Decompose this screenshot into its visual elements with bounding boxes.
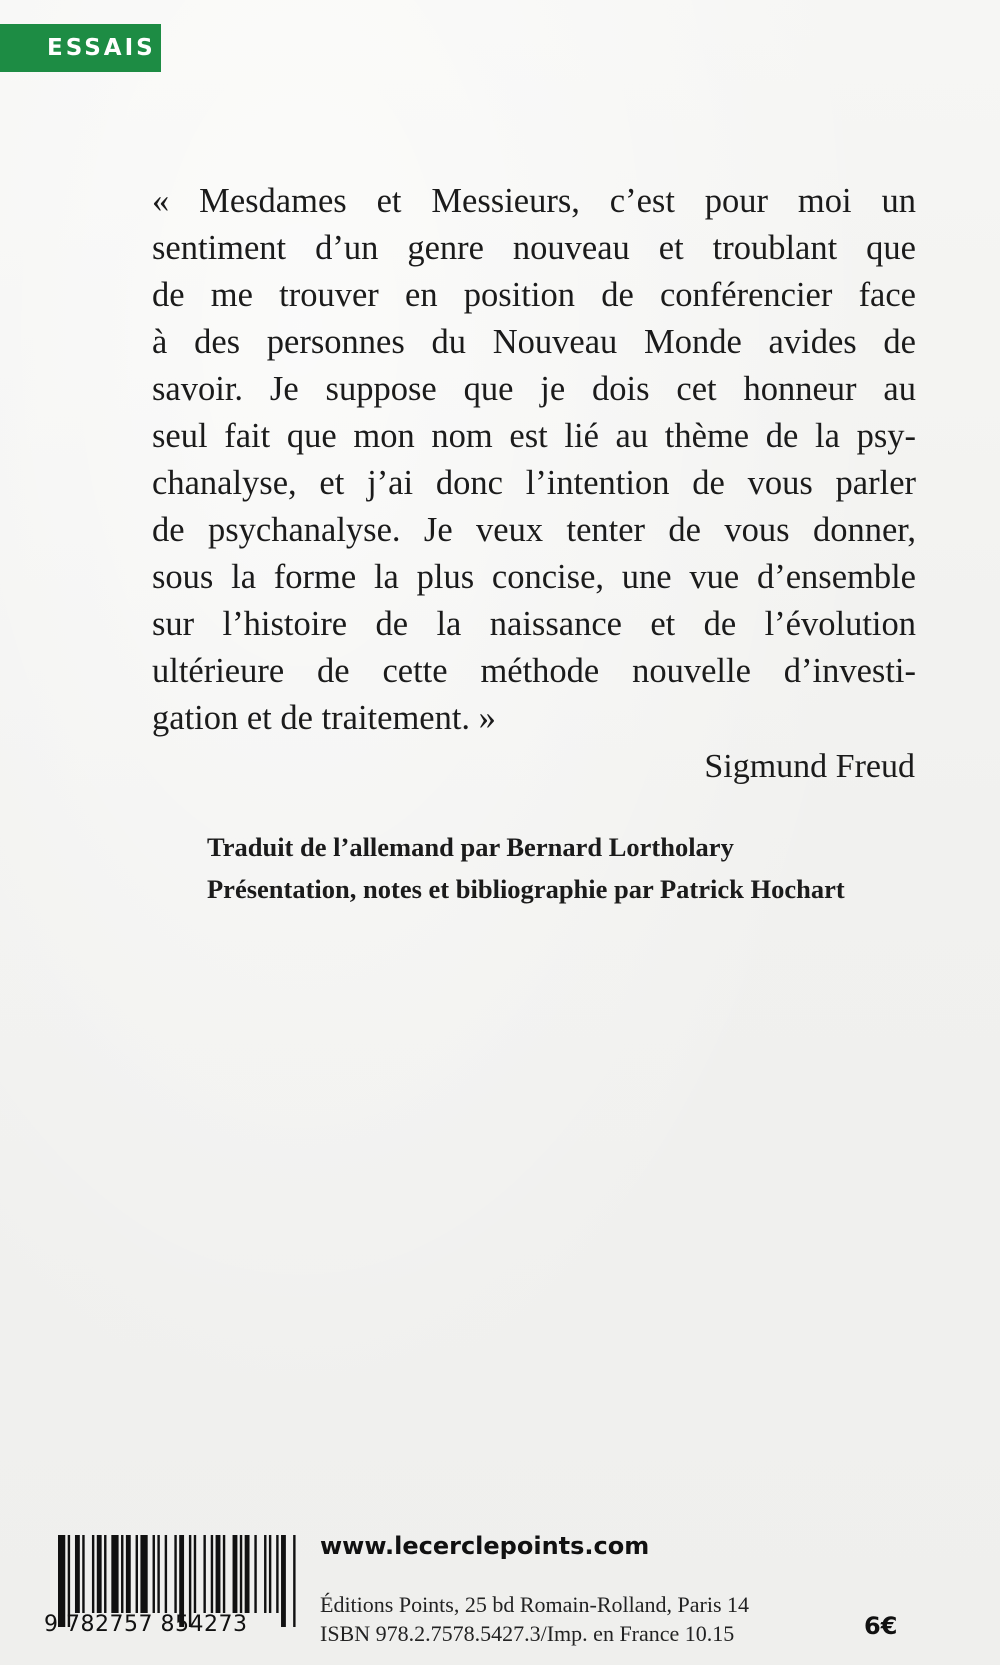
barcode-bar	[157, 1535, 159, 1613]
quote-line: ultérieure de cette méthode nouvelle d’investi-	[152, 652, 916, 690]
publisher-website-link[interactable]: www.lecerclepoints.com	[320, 1532, 650, 1560]
barcode-bar	[233, 1535, 238, 1613]
barcode-bar	[92, 1535, 94, 1613]
barcode-bar	[216, 1535, 221, 1613]
barcode-bar	[126, 1535, 131, 1613]
quote-line: sous la forme la plus concise, une vue d’ensemble	[152, 558, 916, 596]
barcode-bar	[269, 1535, 271, 1613]
barcode-bar	[140, 1535, 147, 1613]
barcode-bar	[111, 1535, 118, 1613]
barcode-bar	[293, 1535, 295, 1627]
barcode-bar	[75, 1535, 80, 1613]
barcode-bar	[223, 1535, 225, 1613]
quote-line: sentiment d’un genre nouveau et troublant que	[152, 229, 916, 267]
category-badge: ESSAIS	[0, 24, 161, 72]
barcode-bar	[153, 1535, 155, 1613]
publisher-info	[320, 1590, 749, 1648]
quote-line: savoir. Je suppose que je dois cet honneur au	[152, 370, 916, 408]
barcode-bar	[174, 1535, 176, 1613]
quote-author: Sigmund Freud	[704, 748, 915, 785]
barcode-bar	[281, 1535, 286, 1627]
barcode-bar	[165, 1535, 167, 1613]
quote-line: sur l’histoire de la naissance et de l’évolution	[152, 605, 916, 643]
publisher-address: Éditions Points, 25 bd Romain-Rolland, Paris 14	[320, 1592, 750, 1617]
quote-line: chanalyse, et j’ai donc l’intention de vous parler	[152, 464, 916, 502]
barcode-bar	[136, 1535, 138, 1613]
quote-line: de me trouver en position de conférencier face	[152, 276, 916, 314]
quote-line: à des personnes du Nouveau Monde avides de	[152, 323, 916, 361]
barcode-bar	[211, 1535, 213, 1613]
isbn-line: ISBN 978.2.7578.5427.3/Imp. en France 10.15	[320, 1621, 735, 1646]
barcode-bar	[264, 1535, 266, 1613]
barcode-bar	[276, 1535, 278, 1613]
barcode-bar	[121, 1535, 123, 1613]
barcode-bar	[240, 1535, 242, 1613]
price: 6€	[864, 1612, 898, 1640]
credits	[207, 826, 917, 910]
presentation-credit: Présentation, notes et bibliographie par Patrick Hochart	[207, 874, 845, 904]
translation-credit: Traduit de l’allemand par Bernard Lortholary	[207, 832, 734, 862]
barcode-bar	[194, 1535, 196, 1613]
quote-block	[152, 178, 916, 742]
barcode-bar	[97, 1535, 102, 1613]
barcode-bar	[254, 1535, 256, 1613]
quote-line: de psychanalyse. Je veux tenter de vous donner,	[152, 511, 916, 549]
quote-line: seul fait que mon nom est lié au thème de la psy-	[152, 417, 916, 455]
barcode-digits: 9 782757 854273	[44, 1612, 248, 1637]
barcode-bar	[82, 1535, 84, 1613]
quote-line: gation et de traitement. »	[152, 699, 496, 737]
barcode-bar	[203, 1535, 205, 1613]
barcode-bar	[104, 1535, 106, 1613]
barcode-bar	[245, 1535, 250, 1613]
quote-line: « Mesdames et Messieurs, c’est pour moi un	[152, 182, 916, 220]
